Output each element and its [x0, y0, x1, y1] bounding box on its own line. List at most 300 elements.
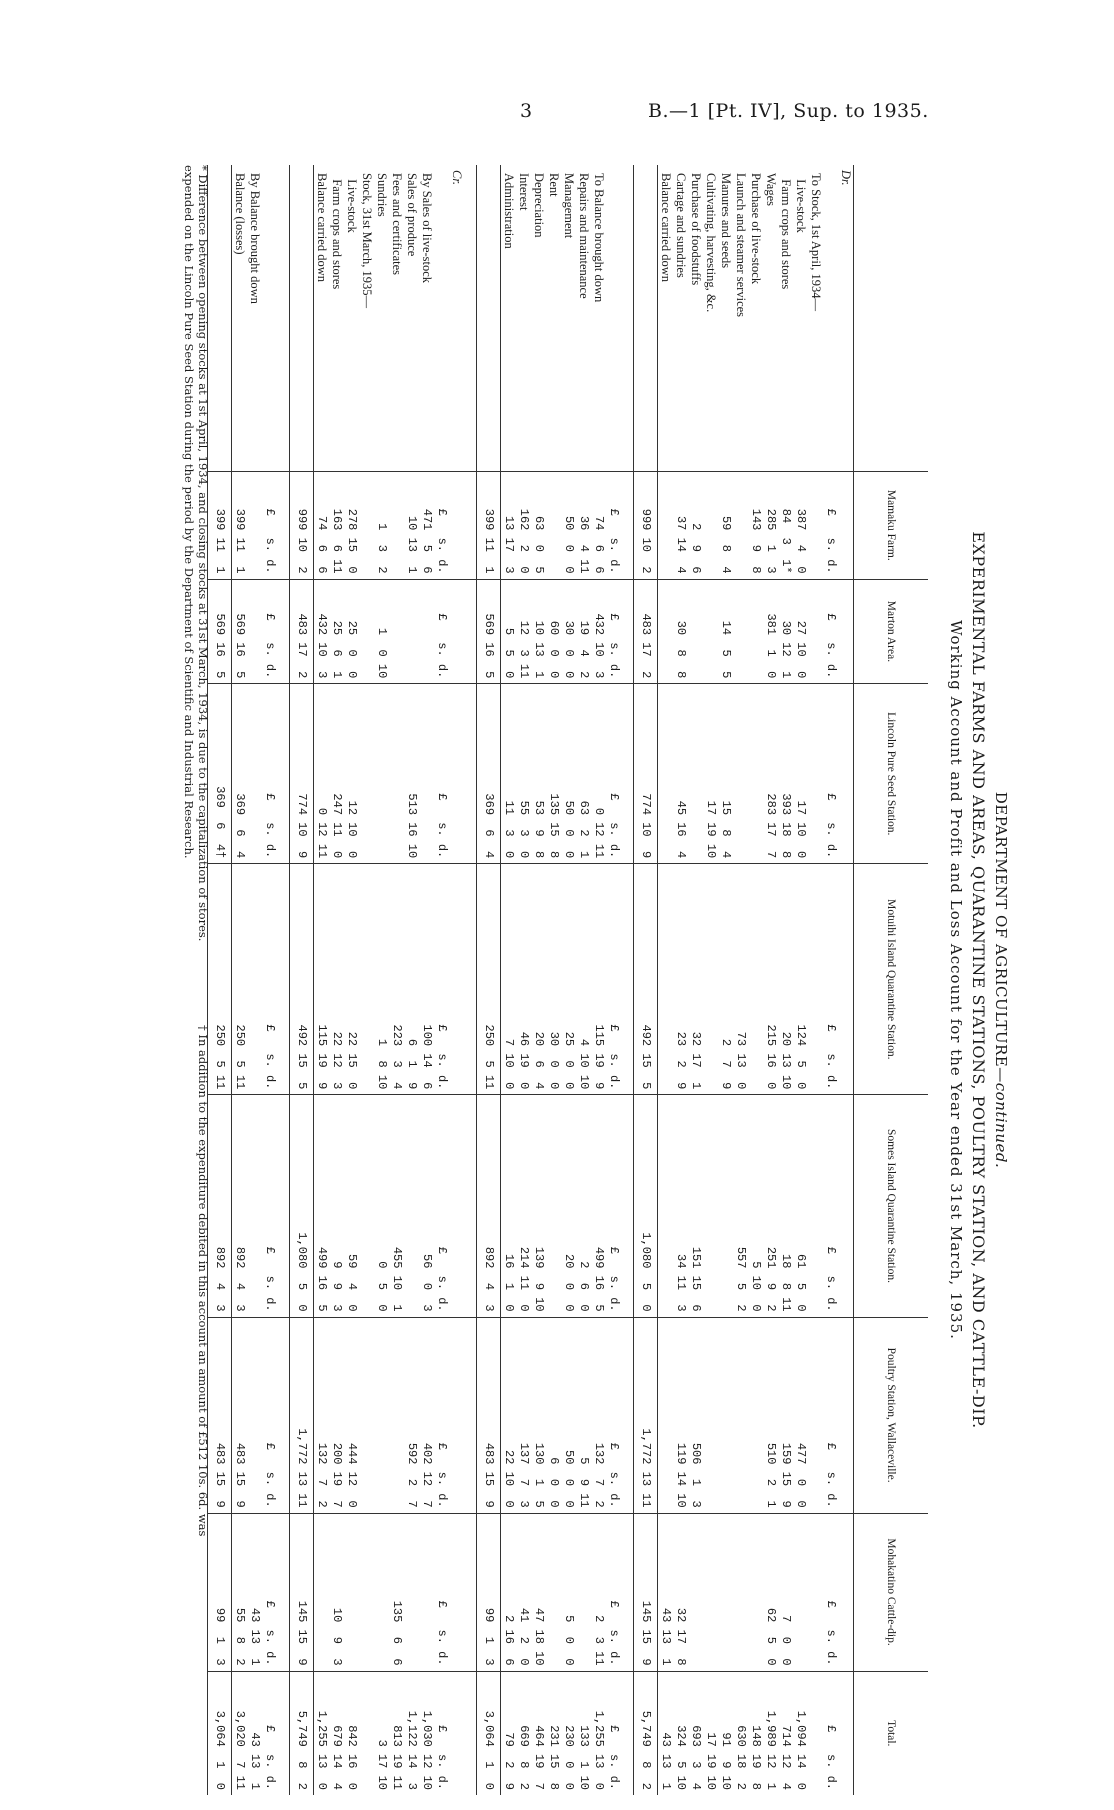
table-row: [419, 165, 434, 1795]
table-row: [501, 165, 517, 1795]
total-value: 250 5 11: [477, 864, 501, 1095]
cell-value: 43 13 1: [247, 1513, 262, 1671]
cell-value: 4 10 10: [576, 864, 591, 1095]
blank-cell: [838, 579, 854, 684]
cell-value: [658, 579, 674, 684]
spacer-cell: [464, 1317, 477, 1513]
total-value: 774 10 9: [634, 684, 658, 864]
row-label: Live-stock: [794, 173, 808, 233]
cell-value: 1,094 14 0: [793, 1671, 808, 1795]
cell-value: [546, 1513, 561, 1671]
cell-value: 19 4 2: [576, 579, 591, 684]
table-row: [329, 165, 344, 1795]
cell-value: [546, 1095, 561, 1317]
cell-value: 43 13 1: [658, 1671, 674, 1795]
col-header: Poultry Station, Wallaceville.: [854, 1317, 929, 1513]
footnote-star-cont: expended on the Lincoln Pure Seed Station during the period by the Department of Scientific and Industrial Research.: [182, 165, 196, 859]
units-blank: [823, 165, 838, 472]
cell-value: [703, 1095, 718, 1317]
total-value: 399 11 1: [208, 472, 232, 580]
cell-value: 1 8 10: [374, 864, 389, 1095]
cell-value: 278 15 0: [344, 472, 359, 580]
cell-value: 13 17 3: [501, 472, 517, 580]
cell-value: 130 1 5: [531, 1317, 546, 1513]
cell-value: [703, 579, 718, 684]
row-label: Management: [562, 173, 576, 239]
cell-value: [344, 1513, 359, 1671]
cell-value: [808, 1095, 823, 1317]
cell-value: 464 19 7: [531, 1671, 546, 1795]
cell-value: 45 16 4: [673, 684, 688, 864]
cell-value: 7 10 0: [501, 864, 517, 1095]
spacer-cell: [464, 1095, 477, 1317]
spacer-cell: [464, 864, 477, 1095]
cell-value: 34 11 3: [673, 1095, 688, 1317]
cell-value: [793, 1513, 808, 1671]
cell-value: [247, 864, 262, 1095]
cell-value: [404, 1095, 419, 1317]
cell-value: [688, 1513, 703, 1671]
row-label: Purchase of foodstuffs: [689, 173, 703, 286]
units-blank: [434, 165, 449, 472]
cell-value: [374, 684, 389, 864]
units-row: [262, 165, 277, 1795]
spacer-row: [621, 165, 634, 1795]
total-value: 1,772 13 11: [634, 1317, 658, 1513]
cell-value: 432 10 3: [314, 579, 330, 684]
blank-cell: [838, 1095, 854, 1317]
table-row: [673, 165, 688, 1795]
footnote-dagger: † In addition to the expenditure debited in this account an amount of £512 10s. 6d. was: [196, 1025, 210, 1537]
cell-value: [658, 684, 674, 864]
cell-value: [733, 684, 748, 864]
cell-value: [359, 1095, 374, 1317]
cell-value: [733, 1513, 748, 1671]
cell-value: [733, 1317, 748, 1513]
cell-value: 41 2 0: [516, 1513, 531, 1671]
cell-value: 162 2 0: [516, 472, 531, 580]
units-cell: £ s. d.: [606, 684, 621, 864]
cell-value: [808, 472, 823, 580]
cell-value: 11 3 0: [501, 684, 517, 864]
table-row: [591, 165, 606, 1795]
total-row: [477, 165, 501, 1795]
cell-value: 471 5 6: [419, 472, 434, 580]
total-value: 774 10 9: [290, 684, 314, 864]
cell-value: [247, 1317, 262, 1513]
row-label: Balance carried down: [659, 173, 673, 282]
cell-value: 16 1 0: [501, 1095, 517, 1317]
cell-value: 2 9 6: [688, 472, 703, 580]
units-cell: £ s. d.: [823, 472, 838, 580]
spacer-cell: [464, 1513, 477, 1671]
cell-value: 2 7 9: [718, 864, 733, 1095]
cell-value: 432 10 3: [591, 579, 606, 684]
cell-value: 5 10 0: [748, 1095, 763, 1317]
col-header: Total.: [854, 1671, 929, 1795]
units-cell: £ s. d.: [606, 864, 621, 1095]
cell-value: 477 0 0: [793, 1317, 808, 1513]
cell-value: 133 1 10: [576, 1671, 591, 1795]
cell-value: 200 19 7: [329, 1317, 344, 1513]
blank-cell: [838, 472, 854, 580]
units-cell: £ s. d.: [262, 864, 277, 1095]
cell-value: 5 0 0: [561, 1513, 576, 1671]
total-value: 145 15 9: [634, 1513, 658, 1671]
cell-value: 15 8 4: [718, 684, 733, 864]
row-label: To Stock, 1st April, 1934—: [809, 173, 823, 312]
col-header: Marton Area.: [854, 579, 929, 684]
cell-value: [359, 579, 374, 684]
cell-value: 1,030 12 10: [419, 1671, 434, 1795]
row-label: By Sales of live-stock: [420, 173, 434, 284]
cell-value: 163 6 11: [329, 472, 344, 580]
total-row: [290, 165, 314, 1795]
cell-value: [703, 864, 718, 1095]
cell-value: 91 9 10: [718, 1671, 733, 1795]
spacer-cell: [464, 472, 477, 580]
cell-value: 63 0 5: [531, 472, 546, 580]
footnote-star: * Difference between opening stocks at 1st April, 1934, and closing stocks at 31st March, 1934, is due to the capitalization of stores.: [196, 165, 210, 942]
cell-value: 714 12 4: [778, 1671, 793, 1795]
units-cell: £ s. d.: [823, 684, 838, 864]
cell-value: 43 13 1: [247, 1671, 262, 1795]
total-label: [208, 165, 232, 472]
spacer-cell: [464, 579, 477, 684]
cell-value: [374, 1513, 389, 1671]
cell-value: 506 1 3: [688, 1317, 703, 1513]
table-row: [389, 165, 404, 1795]
row-label: Fees and certificates: [390, 173, 404, 276]
cell-value: 22 12 3: [329, 864, 344, 1095]
units-cell: £ s. d.: [434, 1671, 449, 1795]
cell-value: 387 4 0: [793, 472, 808, 580]
cell-value: 12 10 0: [344, 684, 359, 864]
spacer-cell: [277, 1671, 290, 1795]
cell-value: 381 1 0: [763, 579, 778, 684]
cell-value: [688, 579, 703, 684]
row-label: Cartage and sundries: [674, 173, 688, 278]
side-label-row: [449, 165, 464, 1795]
total-value: 369 6 4: [477, 684, 501, 864]
cell-value: 73 13 0: [733, 864, 748, 1095]
cell-value: 32 17 1: [688, 864, 703, 1095]
cell-value: [546, 472, 561, 580]
total-value: 999 10 2: [634, 472, 658, 580]
cell-value: 32 17 8: [673, 1513, 688, 1671]
total-value: 483 15 9: [477, 1317, 501, 1513]
cell-value: 5 5 0: [501, 579, 517, 684]
units-cell: £ s. d.: [262, 1671, 277, 1795]
total-value: 892 4 3: [208, 1095, 232, 1317]
blank-cell: [449, 579, 464, 684]
cell-value: 25 6 1: [329, 579, 344, 684]
cell-value: 1 0 10: [374, 579, 389, 684]
spacer-cell: [621, 684, 634, 864]
total-value: 483 17 2: [290, 579, 314, 684]
cell-value: 143 9 8: [748, 472, 763, 580]
cell-value: [733, 472, 748, 580]
cell-value: 557 5 2: [733, 1095, 748, 1317]
table-row: [808, 165, 823, 1795]
cell-value: [389, 1317, 404, 1513]
units-cell: £ s. d.: [606, 579, 621, 684]
spacer-cell: [277, 1513, 290, 1671]
spacer-cell: [464, 1671, 477, 1795]
cell-value: 27 10 0: [793, 579, 808, 684]
cell-value: 2 3 11: [591, 1513, 606, 1671]
table-row: [561, 165, 576, 1795]
units-cell: £ s. d.: [434, 1095, 449, 1317]
table-row: [404, 165, 419, 1795]
table-row: [247, 165, 262, 1795]
account-table-body: [208, 165, 854, 1795]
table-row: [658, 165, 674, 1795]
cell-value: 37 14 4: [673, 472, 688, 580]
table-row: [232, 165, 248, 1795]
account-table: [207, 165, 928, 1795]
cell-value: [688, 684, 703, 864]
units-blank: [606, 165, 621, 472]
spacer-cell: [621, 1095, 634, 1317]
row-label: Purchase of live-stock: [749, 173, 763, 285]
cell-value: 693 3 4: [688, 1671, 703, 1795]
spacer-cell: [277, 1317, 290, 1513]
spacer-cell: [621, 165, 634, 472]
cell-value: [718, 1317, 733, 1513]
cell-value: 20 13 10: [778, 864, 793, 1095]
spacer-cell: [277, 472, 290, 580]
row-label: Stock, 31st March, 1935—: [360, 173, 374, 309]
cell-value: 50 0 0: [561, 684, 576, 864]
total-label: [634, 165, 658, 472]
cell-value: [359, 864, 374, 1095]
total-value: 99 1 3: [208, 1513, 232, 1671]
units-blank: [262, 165, 277, 472]
total-label: [477, 165, 501, 472]
cell-value: [808, 579, 823, 684]
units-cell: £ s. d.: [823, 1513, 838, 1671]
cell-value: 55 8 2: [232, 1513, 248, 1671]
cell-value: 36 4 11: [576, 472, 591, 580]
cell-value: 10 9 3: [329, 1513, 344, 1671]
cell-value: 119 14 10: [673, 1317, 688, 1513]
total-value: 1,080 5 0: [634, 1095, 658, 1317]
units-cell: £ s. d.: [262, 1513, 277, 1671]
total-value: 1,772 13 11: [290, 1317, 314, 1513]
spacer-cell: [621, 1317, 634, 1513]
total-row: [208, 165, 232, 1795]
cell-value: 1,255 13 0: [591, 1671, 606, 1795]
cell-value: 6 0 0: [546, 1317, 561, 1513]
cell-value: 483 15 9: [232, 1317, 248, 1513]
cell-value: [703, 472, 718, 580]
cell-value: 251 9 2: [763, 1095, 778, 1317]
row-label: Launch and steamer services: [734, 173, 748, 318]
blank-cell: [838, 684, 854, 864]
section-subtitle: EXPERIMENTAL FARMS AND AREAS, QUARANTINE STATIONS, POULTRY STATION, AND CATTLE-DIP.: [969, 531, 988, 1429]
cell-value: [808, 684, 823, 864]
row-label: Repairs and maintenance: [577, 173, 591, 299]
cell-value: 214 11 0: [516, 1095, 531, 1317]
cell-value: 285 1 3: [763, 472, 778, 580]
page-reference: B.—1 [Pt. IV], Sup. to 1935.: [648, 100, 929, 122]
blank-cell: [838, 864, 854, 1095]
cell-value: 17 19 10: [703, 1671, 718, 1795]
cell-value: [404, 1513, 419, 1671]
cell-value: [703, 1317, 718, 1513]
units-cell: £ s. d.: [434, 472, 449, 580]
units-cell: £ s. d.: [434, 579, 449, 684]
table-header-row: [854, 165, 929, 1795]
cell-value: 59 4 0: [344, 1095, 359, 1317]
cell-value: 46 19 0: [516, 864, 531, 1095]
cell-value: 22 15 0: [344, 864, 359, 1095]
department-title: DEPARTMENT OF AGRICULTURE—continued.: [992, 791, 1010, 1169]
blank-cell: [449, 1095, 464, 1317]
total-value: 3,064 1 0: [477, 1671, 501, 1795]
row-label: Interest: [517, 173, 531, 211]
cell-value: [359, 1317, 374, 1513]
cell-value: [247, 1095, 262, 1317]
side-label: Cr.: [450, 170, 464, 185]
cell-value: [389, 472, 404, 580]
cell-value: 1,989 12 1: [763, 1671, 778, 1795]
cell-value: 12 3 11: [516, 579, 531, 684]
cell-value: 247 11 0: [329, 684, 344, 864]
cell-value: 231 15 8: [546, 1671, 561, 1795]
total-value: 3,064 1 0: [208, 1671, 232, 1795]
blank-cell: [449, 864, 464, 1095]
cell-value: [389, 684, 404, 864]
total-value: 1,080 5 0: [290, 1095, 314, 1317]
row-label: Manures and seeds: [719, 173, 733, 269]
cell-value: [359, 1513, 374, 1671]
units-cell: £ s. d.: [434, 1513, 449, 1671]
footnotes: [182, 165, 210, 1795]
total-value: 999 10 2: [290, 472, 314, 580]
cell-value: 60 0 0: [546, 579, 561, 684]
cell-value: 10 13 1: [404, 472, 419, 580]
cell-value: 18 8 11: [778, 1095, 793, 1317]
cell-value: [748, 1317, 763, 1513]
cell-value: [748, 579, 763, 684]
cell-value: 14 5 5: [718, 579, 733, 684]
units-cell: £ s. d.: [606, 472, 621, 580]
cell-value: [718, 1095, 733, 1317]
units-cell: £ s. d.: [823, 864, 838, 1095]
cell-value: 223 3 4: [389, 864, 404, 1095]
row-label: Live-stock: [345, 173, 359, 233]
cell-value: 148 19 8: [748, 1671, 763, 1795]
units-cell: £ s. d.: [606, 1095, 621, 1317]
table-row: [359, 165, 374, 1795]
row-label: Sundries: [375, 173, 389, 217]
cell-value: 2 6 0: [576, 1095, 591, 1317]
units-cell: £ s. d.: [606, 1671, 621, 1795]
spacer-cell: [621, 864, 634, 1095]
cell-value: [374, 1317, 389, 1513]
blank-cell: [449, 1513, 464, 1671]
cell-value: 30 0 0: [546, 864, 561, 1095]
blank-cell: [449, 1671, 464, 1795]
cell-value: 0 5 0: [374, 1095, 389, 1317]
table-row: [546, 165, 561, 1795]
cell-value: 283 17 7: [763, 684, 778, 864]
cell-value: [733, 579, 748, 684]
cell-value: 55 3 0: [516, 684, 531, 864]
total-label: [290, 165, 314, 472]
spacer-row: [277, 165, 290, 1795]
total-value: 399 11 1: [477, 472, 501, 580]
total-value: 369 6 4†: [208, 684, 232, 864]
cell-value: [718, 1513, 733, 1671]
cell-value: [419, 579, 434, 684]
total-value: 145 15 9: [290, 1513, 314, 1671]
cell-value: 402 12 7: [419, 1317, 434, 1513]
cell-value: 455 10 1: [389, 1095, 404, 1317]
cell-value: 115 19 9: [314, 864, 330, 1095]
row-label: By Balance brought down: [248, 173, 262, 304]
cell-value: [389, 579, 404, 684]
title-block: [947, 165, 1010, 1795]
row-label: Cultivating, harvesting, &c.: [704, 173, 718, 313]
cell-value: 115 19 9: [591, 864, 606, 1095]
cell-value: 10 13 1: [531, 579, 546, 684]
spacer-row: [464, 165, 477, 1795]
row-label: Rent: [547, 173, 561, 197]
cell-value: [808, 1513, 823, 1671]
cell-value: [808, 864, 823, 1095]
blank-cell: [449, 472, 464, 580]
table-row: [733, 165, 748, 1795]
cell-value: 630 18 2: [733, 1671, 748, 1795]
table-row: [718, 165, 733, 1795]
units-cell: £ s. d.: [823, 1095, 838, 1317]
cell-value: [748, 684, 763, 864]
col-header: Lincoln Pure Seed Station.: [854, 684, 929, 864]
table-row: [763, 165, 778, 1795]
row-label: Sales of produce: [405, 173, 419, 257]
row-label: Depreciation: [532, 173, 546, 238]
cell-value: 369 6 4: [232, 684, 248, 864]
cell-value: [576, 1513, 591, 1671]
table-row: [344, 165, 359, 1795]
spacer-cell: [464, 165, 477, 472]
total-value: 250 5 11: [208, 864, 232, 1095]
total-value: 5,749 8 2: [634, 1671, 658, 1795]
spacer-cell: [277, 1095, 290, 1317]
cell-value: [359, 472, 374, 580]
cell-value: [658, 1317, 674, 1513]
cell-value: 1,255 13 0: [314, 1671, 330, 1795]
cell-value: 892 4 3: [232, 1095, 248, 1317]
cell-value: [247, 684, 262, 864]
page-number: 3: [520, 100, 533, 122]
cell-value: 56 0 3: [419, 1095, 434, 1317]
cell-value: 569 16 5: [232, 579, 248, 684]
cell-value: [359, 684, 374, 864]
total-value: 99 1 3: [477, 1513, 501, 1671]
cell-value: 25 0 0: [344, 579, 359, 684]
cell-value: [658, 864, 674, 1095]
cell-value: 30 0 0: [561, 579, 576, 684]
units-cell: £ s. d.: [823, 1671, 838, 1795]
cell-value: 324 5 10: [673, 1671, 688, 1795]
table-row: [576, 165, 591, 1795]
spacer-cell: [277, 165, 290, 472]
row-label: Farm crops and stores: [779, 173, 793, 290]
